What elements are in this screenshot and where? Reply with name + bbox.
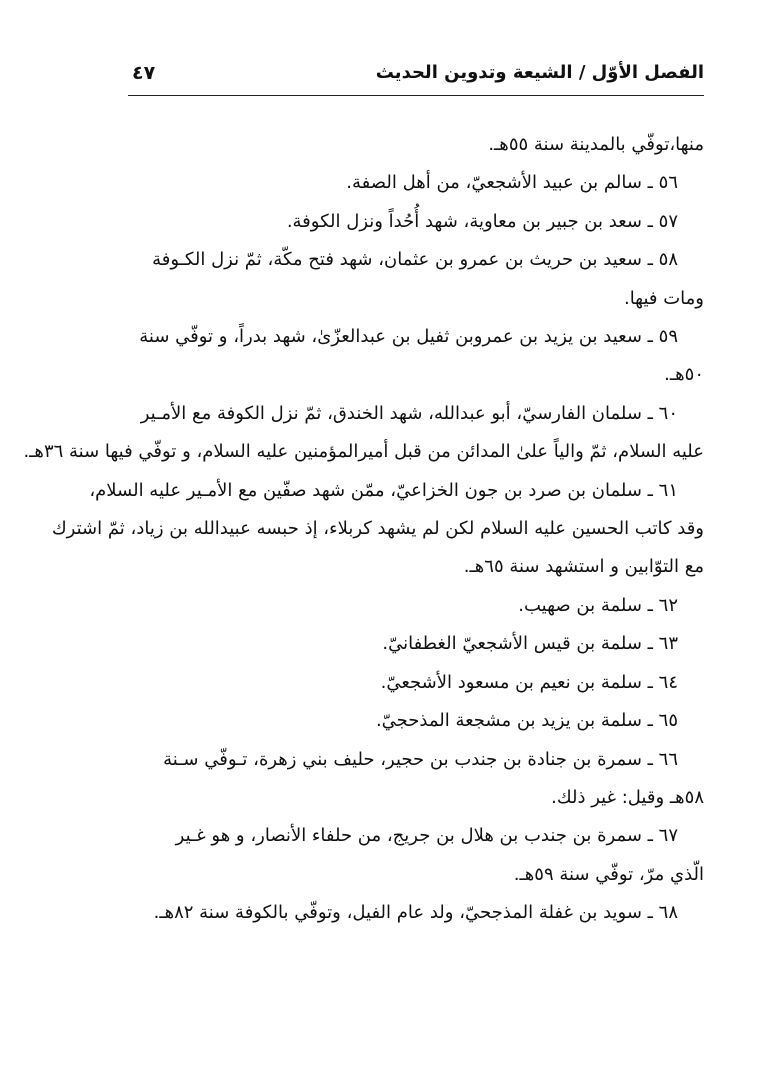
text-line: ٦١ ـ سلمان بن صرد بن جون الخزاعيّ، ممّن شهد صفّين مع الأمـير عليه السلام،: [89, 479, 678, 501]
text-line: ٥٦ ـ سالم بن عبيد الأشجعيّ، من أهل الصفة.: [346, 172, 678, 194]
text-line: منها،توفّي بالمدينة سنة ٥٥هـ.: [488, 134, 704, 155]
text-line: ٦٦ ـ سمرة بن جنادة بن جندب بن حجير، حليف بني زهرة، تـوفّي سـنة: [163, 748, 678, 770]
text-line: ومات فيها.: [623, 287, 704, 309]
page-number: ٤٧: [132, 62, 156, 84]
text-line: مع التوّابين و استشهد سنة ٦٥هـ.: [463, 556, 704, 578]
text-line: ٥٧ ـ سعد بن جبير بن معاوية، شهد أُحُداً ونزل الكوفة.: [286, 210, 678, 232]
text-line: ٥٩ ـ سعيد بن يزيد بن عمروبن ثفيل بن عبدالعزّىٰ، شهد بدراً، و توفّي سنة: [139, 326, 678, 348]
text-line: ٦٣ ـ سلمة بن قيس الأشجعيّ الغطفانيّ.: [382, 633, 678, 655]
text-line: ٥٠هـ.: [664, 364, 704, 386]
text-line: ٥٨هـ وقيل: غير ذلك.: [551, 786, 704, 808]
text-line: ٦٠ ـ سلمان الفارسيّ، أبو عبدالله، شهد الخندق، ثمّ نزل الكوفة مع الأمـير: [140, 402, 678, 424]
running-header: [128, 58, 704, 98]
header-rule: [128, 95, 704, 96]
text-line: عليه السلام، ثمّ والياً علىٰ المدائن من قبل أميرالمؤمنين عليه السلام، و توفّي فيها سنة ٣٦هـ.: [23, 441, 704, 463]
text-line: ٦٢ ـ سلمة بن صهيب.: [518, 594, 678, 616]
text-line: ٦٧ ـ سمرة بن جندب بن هلال بن جريج، من حلفاء الأنصار، و هو غـير: [175, 825, 678, 847]
text-line: وقد كاتب الحسين عليه السلام لكن لم يشهد كربلاء، إذ حبسه عبيدالله بن زياد، ثمّ اشترك: [51, 518, 704, 540]
text-line: الّذي مرّ، توفّي سنة ٥٩هـ.: [513, 863, 704, 885]
text-line: ٦٨ ـ سويد بن غفلة المذجحيّ، ولد عام الفيل، وتوفّي بالكوفة سنة ٨٢هـ.: [153, 902, 678, 924]
header-title: الفصل الأوّل / الشيعة وتدوين الحديث: [375, 62, 704, 83]
body-text: [23, 126, 704, 933]
text-line: ٦٥ ـ سلمة بن يزيد بن مشجعة المذحجيّ.: [375, 710, 678, 732]
text-line: ٦٤ ـ سلمة بن نعيم بن مسعود الأشجعيّ.: [380, 671, 678, 693]
text-line: ٥٨ ـ سعيد بن حريث بن عمرو بن عثمان، شهد فتح مكّة، ثمّ نزل الكـوفة: [152, 249, 678, 271]
